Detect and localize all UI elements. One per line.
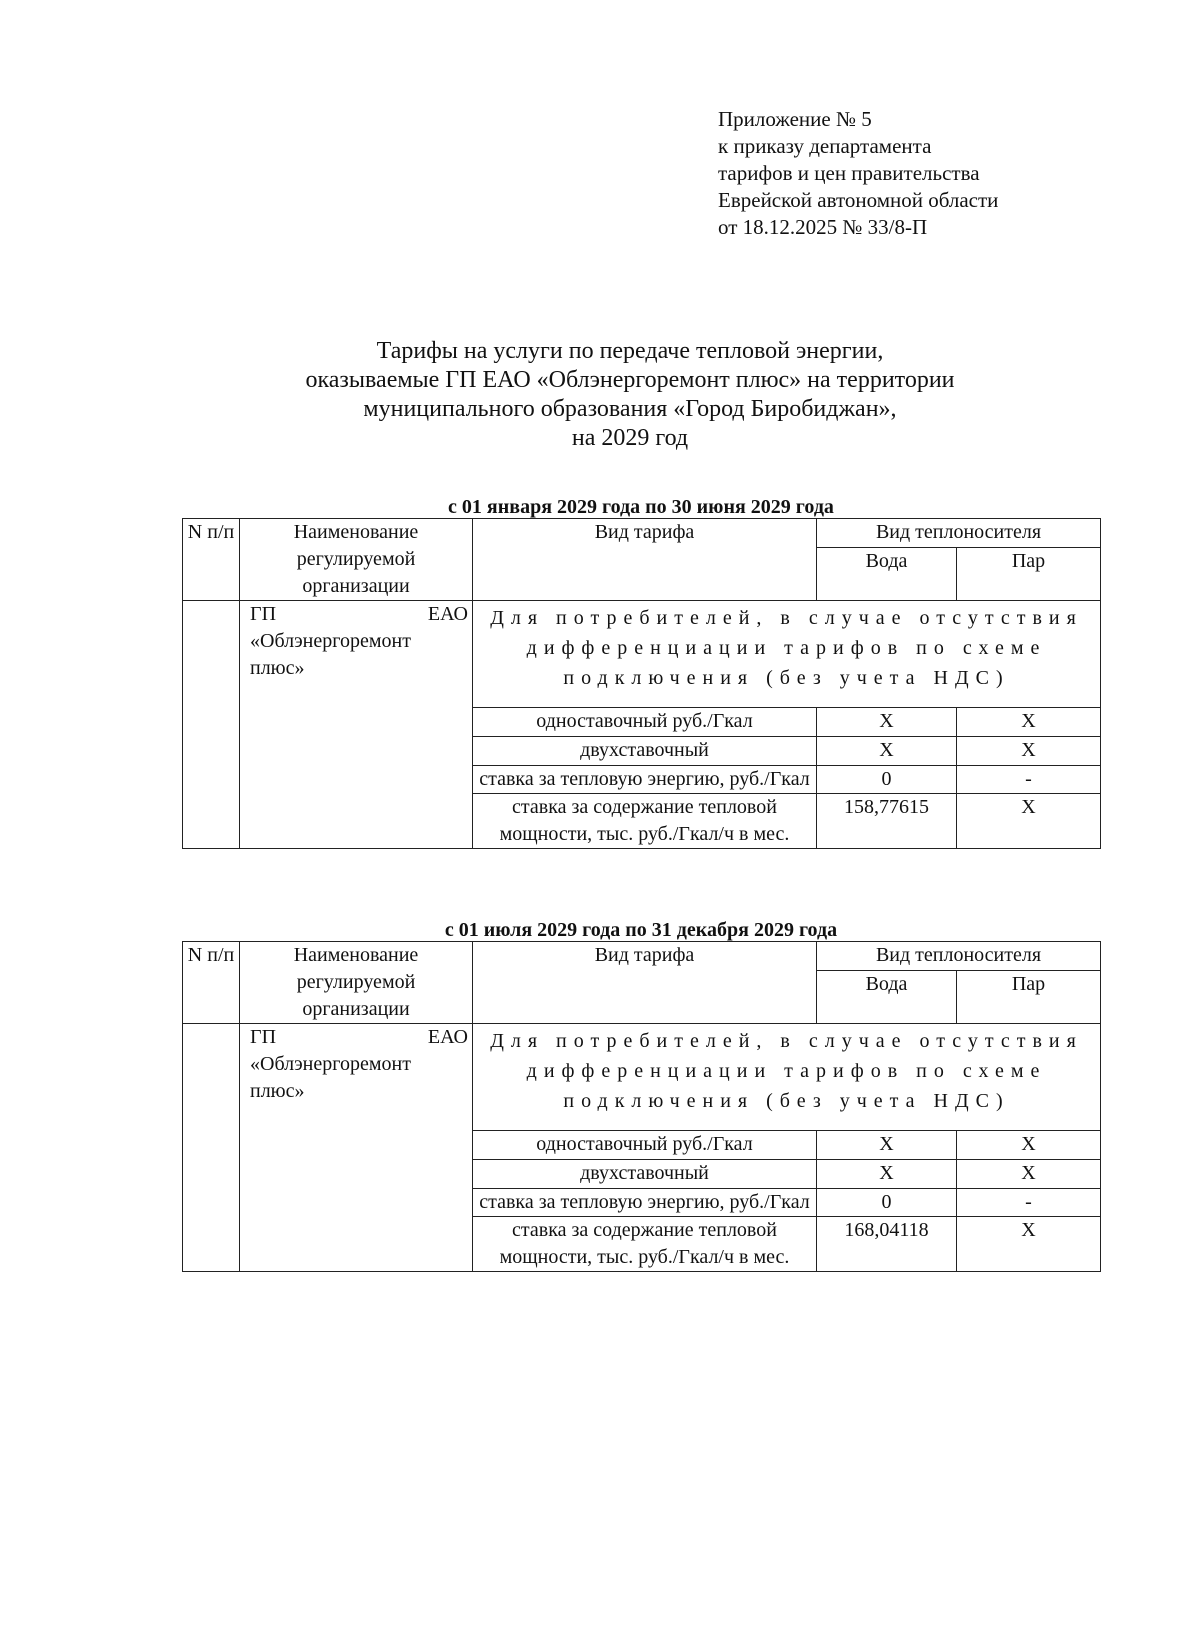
header-org: Наименование регулируемой организации xyxy=(240,519,473,601)
tariff-row-water: 158,77615 xyxy=(817,794,957,849)
tariff-row-steam: X xyxy=(957,737,1101,766)
title-line: Тарифы на услуги по передаче тепловой энергии, xyxy=(376,338,884,364)
appendix-line: Еврейской автономной области xyxy=(718,188,999,212)
period-heading-1: с 01 января 2029 года по 30 июня 2029 года xyxy=(448,496,834,518)
org-name-rest: «Облэнергоремонт плюс» xyxy=(250,630,411,679)
tariff-row-water: 168,04118 xyxy=(817,1217,957,1272)
org-name-cell xyxy=(240,601,473,849)
header-num: N п/п xyxy=(183,942,240,1024)
org-word: ГП xyxy=(250,1026,277,1048)
appendix-block xyxy=(718,106,998,241)
tariff-row-name: ставка за содержание тепловой мощности, тыс. руб./Гкал/ч в мес. xyxy=(473,1217,817,1272)
tariff-row-name: одноставочный руб./Гкал xyxy=(473,708,817,737)
tariff-row-name: двухставочный xyxy=(473,1160,817,1189)
appendix-line: тарифов и цен правительства xyxy=(718,161,980,185)
org-name-rest: «Облэнергоремонт плюс» xyxy=(250,1053,411,1102)
row-num-cell xyxy=(183,601,240,849)
title-line: оказываемые ГП ЕАО «Облэнергоремонт плюс» на территории xyxy=(305,367,955,393)
tariff-row-steam: - xyxy=(957,766,1101,794)
tariff-row-steam: - xyxy=(957,1189,1101,1217)
header-tariff-type: Вид тарифа xyxy=(473,519,817,601)
tariff-row-steam: X xyxy=(957,1131,1101,1160)
period-heading-2: с 01 июля 2029 года по 31 декабря 2029 года xyxy=(444,919,838,941)
tariff-row-name: двухставочный xyxy=(473,737,817,766)
tariff-row-name: одноставочный руб./Гкал xyxy=(473,1131,817,1160)
tariff-row-name: ставка за тепловую энергию, руб./Гкал xyxy=(473,766,817,794)
org-name-cell xyxy=(240,1024,473,1272)
tariff-row-water: X xyxy=(817,737,957,766)
org-word: ГП xyxy=(250,603,277,625)
header-carrier: Вид теплоносителя xyxy=(817,519,1101,548)
header-steam: Пар xyxy=(957,548,1101,601)
header-tariff-type: Вид тарифа xyxy=(473,942,817,1024)
tariff-row-water: X xyxy=(817,708,957,737)
tariff-row-water: X xyxy=(817,1160,957,1189)
header-num: N п/п xyxy=(183,519,240,601)
tariff-row-steam: X xyxy=(957,708,1101,737)
tariff-table-2 xyxy=(182,941,1101,1272)
consumers-note: Для потребителей, в случае отсутствия дифференциации тарифов по схеме подключения (без учета НДС) xyxy=(473,1024,1101,1131)
document-title xyxy=(180,337,1080,453)
appendix-line: от 18.12.2025 № 33/8-П xyxy=(718,215,928,239)
org-word: ЕАО xyxy=(427,603,468,625)
consumers-note: Для потребителей, в случае отсутствия дифференциации тарифов по схеме подключения (без учета НДС) xyxy=(473,601,1101,708)
tariff-row-water: 0 xyxy=(817,1189,957,1217)
tariff-row-water: 0 xyxy=(817,766,957,794)
header-water: Вода xyxy=(817,548,957,601)
row-num-cell xyxy=(183,1024,240,1272)
title-line: на 2029 год xyxy=(571,425,689,451)
appendix-line: к приказу департамента xyxy=(718,134,932,158)
org-word: ЕАО xyxy=(427,1026,468,1048)
tariff-row-steam: X xyxy=(957,1160,1101,1189)
tariff-row-name: ставка за тепловую энергию, руб./Гкал xyxy=(473,1189,817,1217)
title-line: муниципального образования «Город Биробиджан», xyxy=(363,396,897,422)
header-carrier: Вид теплоносителя xyxy=(817,942,1101,971)
tariff-row-name: ставка за содержание тепловой мощности, тыс. руб./Гкал/ч в мес. xyxy=(473,794,817,849)
header-org: Наименование регулируемой организации xyxy=(240,942,473,1024)
header-water: Вода xyxy=(817,971,957,1024)
header-steam: Пар xyxy=(957,971,1101,1024)
tariff-row-water: X xyxy=(817,1131,957,1160)
appendix-line: Приложение № 5 xyxy=(718,107,872,131)
tariff-row-steam: X xyxy=(957,1217,1101,1272)
tariff-table-1 xyxy=(182,518,1101,849)
tariff-row-steam: X xyxy=(957,794,1101,849)
